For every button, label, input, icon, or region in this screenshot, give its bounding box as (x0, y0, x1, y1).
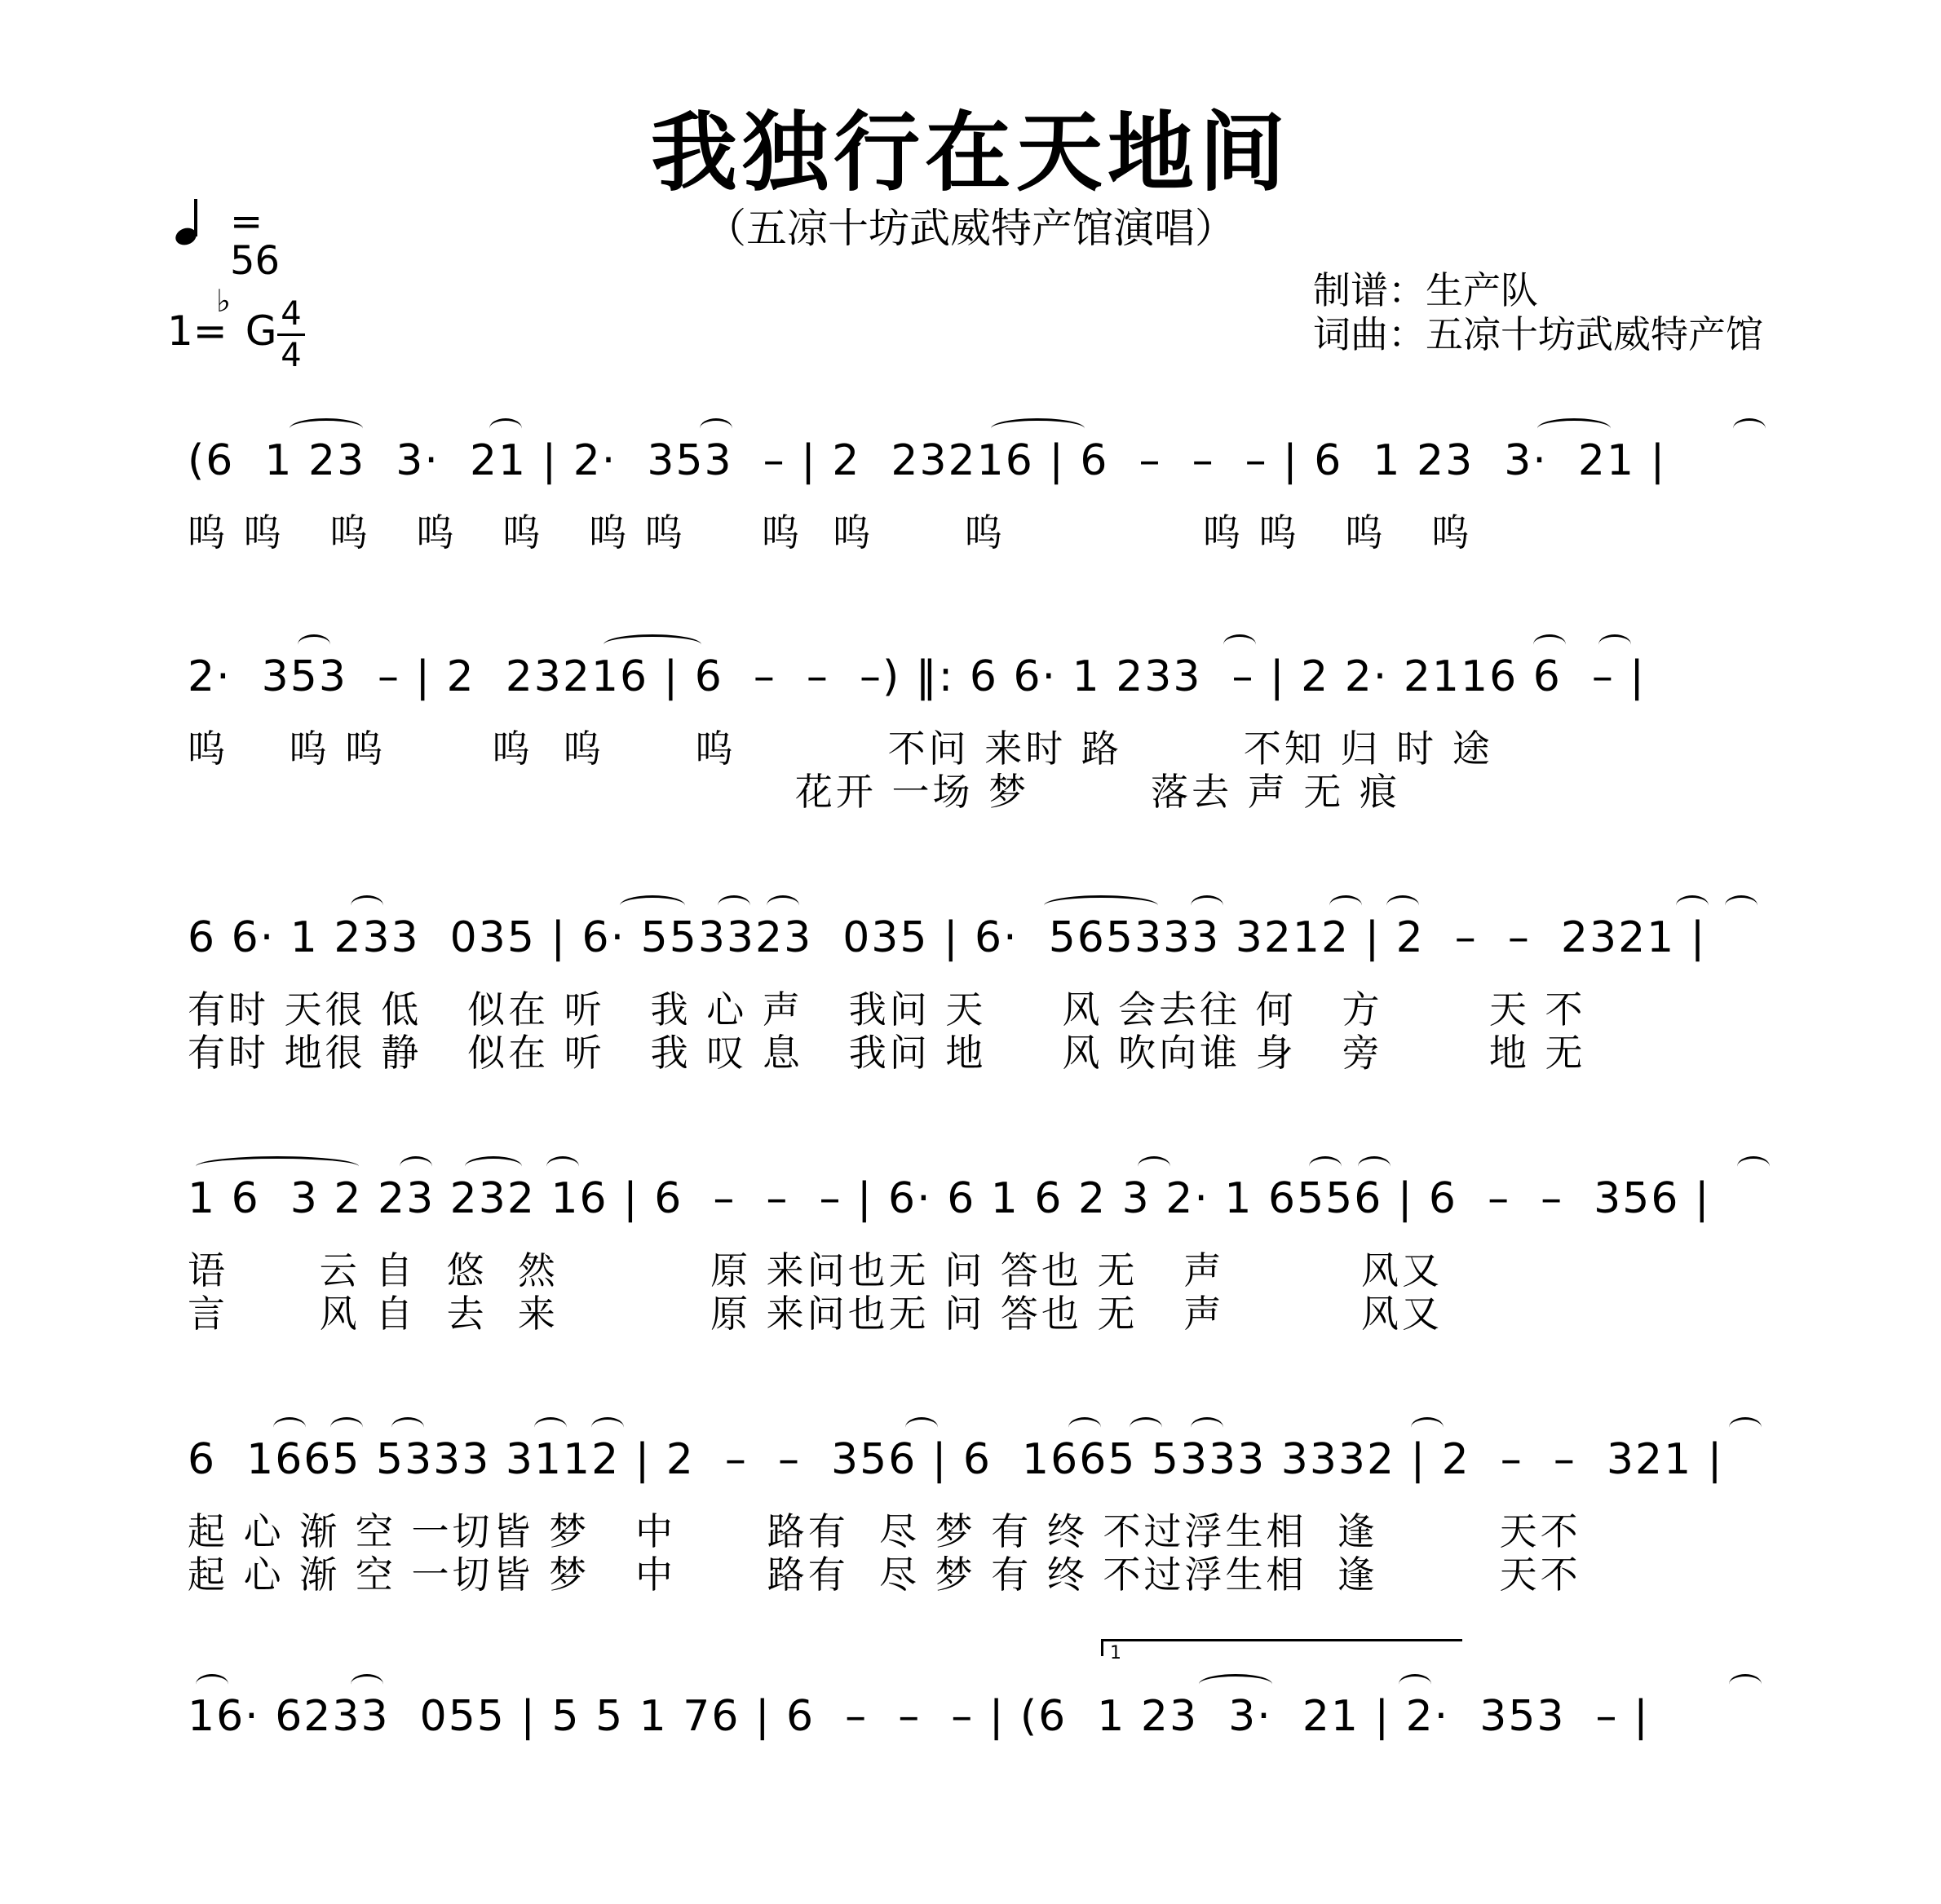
slur (1191, 1417, 1223, 1438)
lyrics-verse-1: 呜 呜 呜 呜 呜 呜 不问 来时 路 不知 归 时 途 (188, 727, 1493, 771)
slur (620, 895, 685, 916)
notation-line: 2· 353 – | 2 23216 | 6 – – –) ‖: 6 6· 1 233 – | 2 2· 2116 6 – | (188, 652, 1646, 701)
slur (489, 418, 522, 439)
score-system-5 (0, 1435, 1941, 1647)
slur (273, 1417, 306, 1438)
slur (1729, 1417, 1762, 1438)
lyrics-verse-2: 起 心 渐 空 一切皆 梦 中 路有 尽 梦 有 终 不过浮生相 逢 天不 (188, 1553, 1581, 1597)
slur (905, 1417, 938, 1438)
slur (700, 418, 732, 439)
slur (196, 1674, 228, 1694)
score-system-1 (0, 436, 1941, 648)
slur (767, 895, 799, 916)
time-signature: 4 4 (277, 298, 305, 372)
slur (196, 1156, 359, 1177)
notation-line: 6 6· 1 233 035 | 6· 553323 035 | 6· 565333 3212 | 2 – – 2321 | (188, 913, 1707, 962)
slur (1068, 1417, 1101, 1438)
slur (330, 1417, 363, 1438)
notation-line: 16· 6233 055 | 5 5 1 76 | 6 – – – | (6 1 23 3· 21 | 2· 353 – | (188, 1692, 1650, 1741)
tempo-value: = 56 (230, 199, 281, 284)
slur (1358, 1156, 1391, 1177)
slur (1138, 1156, 1170, 1177)
slur (1130, 1417, 1162, 1438)
notation-line: 6 1665 5333 3112 | 2 – – 356 | 6 1665 5333 3332 | 2 – – 321 | (188, 1435, 1724, 1484)
slur (1309, 1156, 1342, 1177)
notation-line: (6 1 23 3· 21 | 2· 353 – | 2 23216 | 6 – – – | 6 1 23 3· 21 | (188, 436, 1667, 485)
slur (604, 634, 701, 655)
slur (290, 418, 363, 439)
ending-number: 1 (1110, 1643, 1121, 1663)
slur (400, 1156, 432, 1177)
slur (298, 634, 330, 655)
slur (718, 895, 750, 916)
arranger-credit: 制谱：生产队 (1313, 268, 1538, 312)
credits (1313, 268, 1763, 360)
song-subtitle: （五凉十坊武威特产馆演唱） (705, 205, 1236, 252)
lyrics-verse-1: 呜 呜 呜 呜 呜 呜 呜 呜 呜 呜 呜 呜 呜 呜 (188, 510, 1473, 554)
score-system-4 (0, 1174, 1941, 1386)
slur (991, 418, 1085, 439)
slur (1733, 418, 1766, 439)
lyrics-verse-2: 言 风 自 去 来 原 来问也无 问 答也 无 声 风又 (188, 1292, 1444, 1336)
slur (351, 1674, 383, 1694)
slur (1399, 1674, 1431, 1694)
slur (1676, 895, 1709, 916)
quarter-note-icon (173, 197, 206, 246)
slur (1386, 895, 1419, 916)
slur (1737, 1156, 1770, 1177)
lyrics-verse-1: 有时 天很 低 似在 听 我 心 声 我问 天 风 会去往 何 方 天 不 (188, 987, 1586, 1032)
lyrics-verse-2: 有时 地很 静 似在 听 我 叹 息 我问 地 风 吹向谁 身 旁 地 无 (188, 1031, 1586, 1075)
song-title: 我独行在天地间 (651, 103, 1290, 203)
slur (1411, 1417, 1444, 1438)
score-system-2 (0, 652, 1941, 864)
slur (591, 1417, 624, 1438)
slur (1533, 634, 1566, 655)
slur (1725, 895, 1758, 916)
key-prefix: 1= G (167, 307, 277, 355)
lyrics-verse-1: 起 心 渐 空 一切皆 梦 中 路有 尽 梦 有 终 不过浮生相 逢 天不 (188, 1509, 1581, 1553)
slur (1729, 1674, 1762, 1694)
slur (1199, 1674, 1272, 1694)
slur (391, 1417, 424, 1438)
score-system-3 (0, 913, 1941, 1125)
lyrics-verse-2: 花开 一场 梦 落去 声 无 痕 (188, 770, 1400, 814)
slur (1223, 634, 1256, 655)
notation-line: 1 6 3 2 23 232 16 | 6 – – – | 6· 6 1 6 2 3 2· 1 6556 | 6 – – 356 | (188, 1174, 1711, 1223)
lyrics-verse-1: 语 云 自 悠 然 原 来问也无 问 答也 无 声 风又 (188, 1248, 1444, 1292)
score-system-6 (0, 1643, 1941, 1904)
slur (534, 1417, 567, 1438)
first-ending-bracket (1101, 1639, 1462, 1663)
composer-credit: 词曲：五凉十坊武威特产馆 (1313, 312, 1763, 356)
flat-symbol: ♭ (216, 283, 231, 319)
slur (1191, 895, 1223, 916)
slur (1537, 418, 1611, 439)
slur (1044, 895, 1158, 916)
slur (546, 1156, 579, 1177)
slur (1598, 634, 1631, 655)
slur (1329, 895, 1362, 916)
slur (351, 895, 383, 916)
slur (465, 1156, 522, 1177)
